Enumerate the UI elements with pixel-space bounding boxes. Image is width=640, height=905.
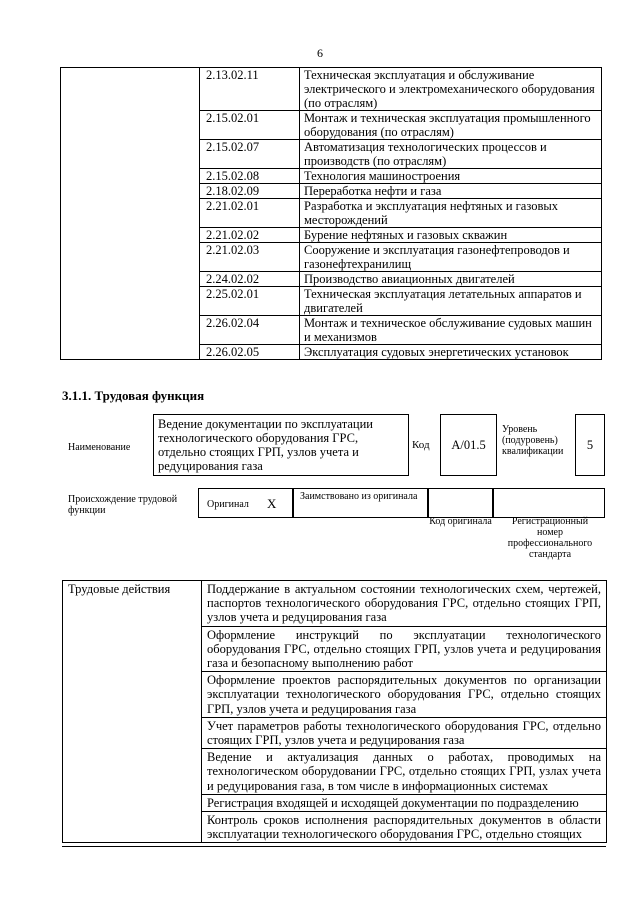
code-caption: Код оригинала bbox=[429, 516, 492, 527]
labor-actions-table bbox=[62, 580, 607, 843]
specialty-code: 2.24.02.02 bbox=[200, 272, 300, 287]
function-name: Ведение документации по эксплуатации технологического оборудования ГРС, отдельно стоящих ГРП, узлов учета и редуцирования газа bbox=[158, 417, 373, 473]
specialty-name: Монтаж и техническая эксплуатация промышленного оборудования (по отраслям) bbox=[300, 111, 602, 140]
specialty-name: Эксплуатация судовых энергетических установок bbox=[300, 345, 602, 360]
specialty-code: 2.21.02.02 bbox=[200, 228, 300, 243]
specialty-code: 2.15.02.07 bbox=[200, 140, 300, 169]
level-box bbox=[575, 414, 605, 476]
labor-action: Оформление инструкций по эксплуатации технологического оборудования ГРС, отдельно стоящих ГРП, узлов учета и редуцирования газа и безопасному выполнению работ bbox=[202, 626, 607, 672]
labor-action: Учет параметров работы технологического оборудования ГРС, отдельно стоящих ГРП, узлов учета и редуцирования газа bbox=[202, 717, 607, 748]
page-number: 6 bbox=[317, 46, 323, 60]
level-value: 5 bbox=[586, 437, 594, 452]
labor-action: Регистрация входящей и исходящей документации по подразделению bbox=[202, 794, 607, 811]
labor-action: Поддержание в актуальном состоянии технологических схем, чертежей, паспортов технологического оборудования ГРС, отдельно стоящих ГРП, узлов учета и редуцирования газа bbox=[202, 581, 607, 627]
specialty-name: Сооружение и эксплуатация газонефтепроводов и газонефтехранилищ bbox=[300, 243, 602, 272]
origin-label: Происхождение трудовой функции bbox=[68, 494, 178, 516]
specialty-name: Монтаж и техническое обслуживание судовых машин и механизмов bbox=[300, 316, 602, 345]
function-name-box bbox=[153, 414, 409, 476]
code-label: Код bbox=[412, 439, 430, 451]
specialties-table bbox=[60, 67, 602, 360]
specialty-code: 2.21.02.03 bbox=[200, 243, 300, 272]
specialty-name: Производство авиационных двигателей bbox=[300, 272, 602, 287]
labor-action: Оформление проектов распорядительных документов по организации эксплуатации технологического оборудования ГРС, отдельно стоящих ГРП, узлов учета и редуцирования газа bbox=[202, 672, 607, 718]
function-code: A/01.5 bbox=[451, 437, 486, 452]
specialty-code: 2.21.02.01 bbox=[200, 199, 300, 228]
specialty-name: Разработка и эксплуатация нефтяных и газовых месторождений bbox=[300, 199, 602, 228]
page-bottom-rule bbox=[62, 846, 606, 847]
origin-code-box bbox=[428, 488, 493, 518]
labor-action-row bbox=[63, 581, 607, 627]
specialty-code: 2.13.02.11 bbox=[200, 68, 300, 111]
specialty-code: 2.26.02.05 bbox=[200, 345, 300, 360]
specialty-code: 2.25.02.01 bbox=[200, 287, 300, 316]
original-box bbox=[198, 488, 293, 518]
specialty-code: 2.15.02.08 bbox=[200, 169, 300, 184]
original-label: Оригинал bbox=[207, 499, 249, 510]
level-label: Уровень (подуровень) квалификации bbox=[502, 424, 564, 457]
specialty-name: Техническая эксплуатация летательных аппаратов и двигателей bbox=[300, 287, 602, 316]
name-label: Наименование bbox=[68, 442, 131, 453]
reg-number-box bbox=[493, 488, 605, 518]
borrowed-label: Заимствовано из оригинала bbox=[300, 491, 418, 502]
specialty-code: 2.26.02.04 bbox=[200, 316, 300, 345]
specialty-code: 2.15.02.01 bbox=[200, 111, 300, 140]
empty-cell bbox=[61, 68, 200, 360]
section-title: 3.1.1. Трудовая функция bbox=[62, 388, 205, 403]
function-code-box bbox=[440, 414, 497, 476]
reg-caption: Регистрационный номер профессионального стандарта bbox=[507, 516, 593, 560]
specialty-name: Автоматизация технологических процессов и производств (по отраслям) bbox=[300, 140, 602, 169]
specialty-name: Техническая эксплуатация и обслуживание электрического и электромеханического оборудования (по отраслям) bbox=[300, 68, 602, 111]
specialty-name: Переработка нефти и газа bbox=[300, 184, 602, 199]
specialty-row bbox=[61, 68, 602, 111]
original-mark: X bbox=[267, 496, 277, 511]
specialty-name: Технология машиностроения bbox=[300, 169, 602, 184]
specialty-code: 2.18.02.09 bbox=[200, 184, 300, 199]
labor-action: Ведение и актуализация данных о работах, проводимых на технологическом оборудовании ГРС, отдельно стоящих ГРП, узлах учета и редуцирования газа, в том числе в информационных системах bbox=[202, 749, 607, 795]
labor-action: Контроль сроков исполнения распорядительных документов в области эксплуатации технологического оборудования ГРС, отдельно стоящих bbox=[202, 812, 607, 843]
borrowed-box bbox=[293, 488, 428, 518]
specialty-name: Бурение нефтяных и газовых скважин bbox=[300, 228, 602, 243]
actions-label: Трудовые действия bbox=[63, 581, 202, 843]
